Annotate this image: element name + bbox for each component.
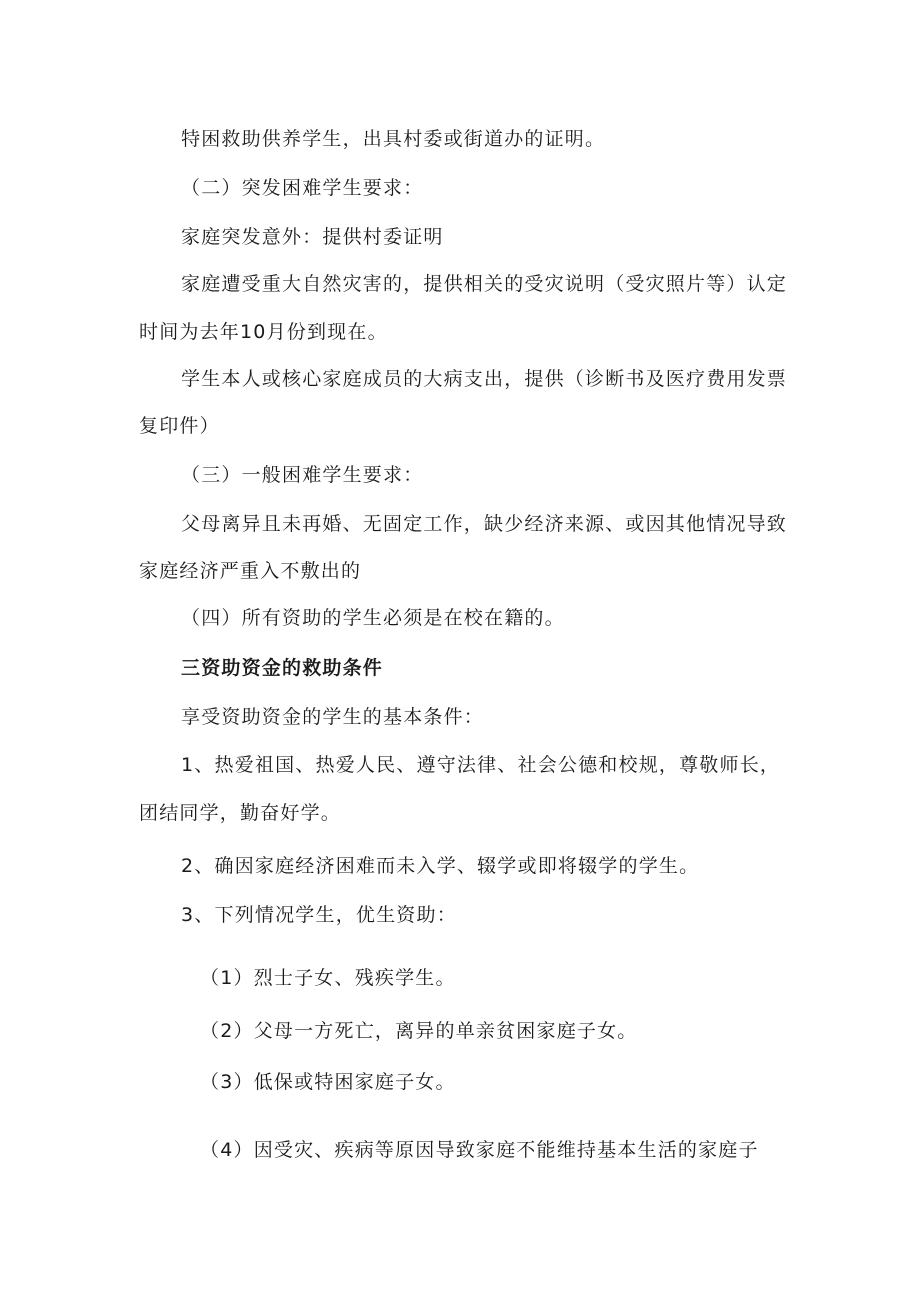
section-heading-general-hardship: （三）一般困难学生要求： bbox=[181, 464, 424, 486]
sub-item-2: （2）父母一方死亡，离异的单亲贫困家庭子女。 bbox=[200, 1020, 638, 1042]
section-heading-sudden-hardship: （二）突发困难学生要求： bbox=[181, 177, 424, 199]
sub-item-4: （4）因受灾、疾病等原因导致家庭不能维持基本生活的家庭子 bbox=[200, 1139, 759, 1161]
text-line-disaster-timeframe: 时间为去年10月份到现在。 bbox=[139, 321, 388, 343]
list-item-3: 3、下列情况学生，优生资助： bbox=[181, 904, 457, 926]
text-line-major-illness: 学生本人或核心家庭成员的大病支出，提供（诊断书及医疗费用发票 bbox=[181, 368, 788, 390]
sub-item-1: （1）烈士子女、残疾学生。 bbox=[200, 967, 456, 989]
text-line-parents-divorced: 父母离异且未再婚、无固定工作，缺少经济来源、或因其他情况导致 bbox=[181, 513, 788, 535]
section-title-aid-conditions: 三资助资金的救助条件 bbox=[181, 657, 384, 679]
list-item-1: 1、热爱祖国、热爱人民、遵守法律、社会公德和校规，尊敬师长， bbox=[181, 754, 781, 776]
text-line-family-deficit: 家庭经济严重入不敷出的 bbox=[139, 560, 362, 582]
list-item-1-continued: 团结同学，勤奋好学。 bbox=[139, 802, 342, 824]
text-line-special-hardship: 特困救助供养学生，出具村委或街道办的证明。 bbox=[181, 128, 606, 150]
text-line-family-accident: 家庭突发意外：提供村委证明 bbox=[181, 226, 444, 248]
text-line-basic-conditions: 享受资助资金的学生的基本条件： bbox=[181, 706, 485, 728]
text-line-natural-disaster: 家庭遭受重大自然灾害的，提供相关的受灾说明（受灾照片等）认定 bbox=[181, 273, 788, 295]
section-heading-enrolled: （四）所有资助的学生必须是在校在籍的。 bbox=[181, 607, 565, 629]
sub-item-3: （3）低保或特困家庭子女。 bbox=[200, 1071, 456, 1093]
list-item-2: 2、确因家庭经济困难而未入学、辍学或即将辍学的学生。 bbox=[181, 855, 700, 877]
text-line-illness-documents: 复印件） bbox=[139, 415, 220, 437]
